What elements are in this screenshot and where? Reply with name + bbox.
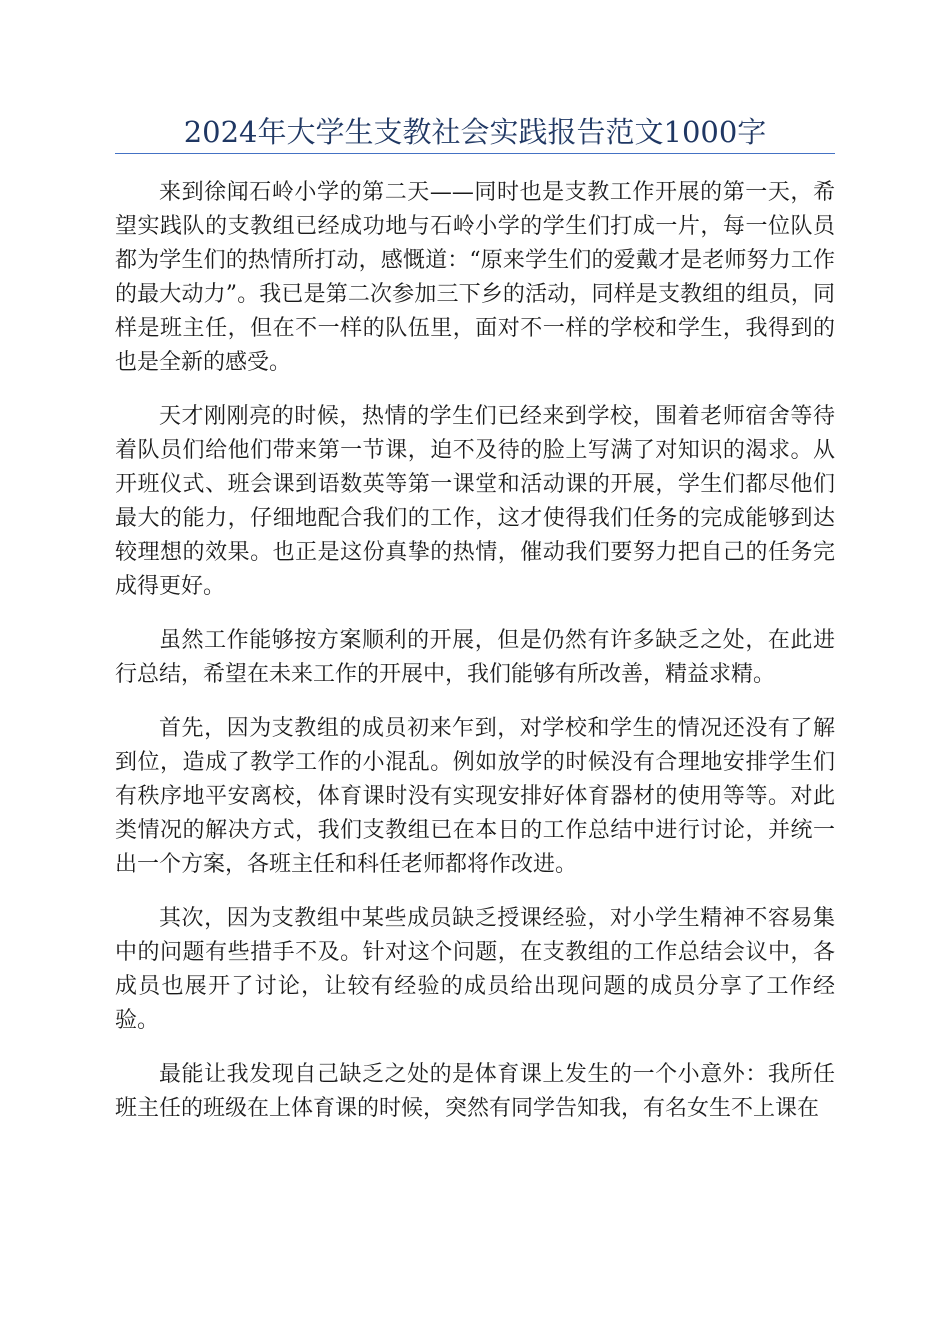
- document-body: [115, 176, 835, 1146]
- paragraph-6: 最能让我发现自己缺乏之处的是体育课上发生的一个小意外：我所任班主任的班级在上体育课的时候，突然有同学告知我，有名女生不上课在: [115, 1062, 835, 1121]
- paragraph-3: 虽然工作能够按方案顺利的开展，但是仍然有许多缺乏之处，在此进行总结，希望在未来工作的开展中，我们能够有所改善，精益求精。: [115, 628, 835, 687]
- paragraph-2: 天才刚刚亮的时候，热情的学生们已经来到学校，围着老师宿舍等待着队员们给他们带来第一节课，迫不及待的脸上写满了对知识的渴求。从开班仪式、班会课到语数英等第一课堂和活动课的开展，学生们都尽他们最大的能力，仔细地配合我们的工作，这才使得我们任务的完成能够到达较理想的效果。也正是这份真挚的热情，催动我们要努力把自己的任务完成得更好。: [115, 404, 835, 599]
- paragraph-5: 其次，因为支教组中某些成员缺乏授课经验，对小学生精神不容易集中的问题有些措手不及。针对这个问题，在支教组的工作总结会议中，各成员也展开了讨论，让较有经验的成员给出现问题的成员分享了工作经验。: [115, 906, 835, 1033]
- title-underline: [115, 153, 835, 154]
- document-title: 2024年大学生支教社会实践报告范文1000字: [183, 115, 767, 149]
- paragraph-4: 首先，因为支教组的成员初来乍到，对学校和学生的情况还没有了解到位，造成了教学工作的小混乱。例如放学的时候没有合理地安排学生们有秩序地平安离校，体育课时没有实现安排好体育器材的使用等等。对此类情况的解决方式，我们支教组已在本日的工作总结中进行讨论，并统一出一个方案，各班主任和科任老师都将作改进。: [115, 716, 835, 877]
- paragraph-1: 来到徐闻石岭小学的第二天——同时也是支教工作开展的第一天，希望实践队的支教组已经成功地与石岭小学的学生们打成一片，每一位队员都为学生们的热情所打动，感慨道：“原来学生们的爱戴才是老师努力工作的最大动力”。我已是第二次参加三下乡的活动，同样是支教组的组员，同样是班主任，但在不一样的队伍里，面对不一样的学校和学生，我得到的也是全新的感受。: [115, 180, 835, 375]
